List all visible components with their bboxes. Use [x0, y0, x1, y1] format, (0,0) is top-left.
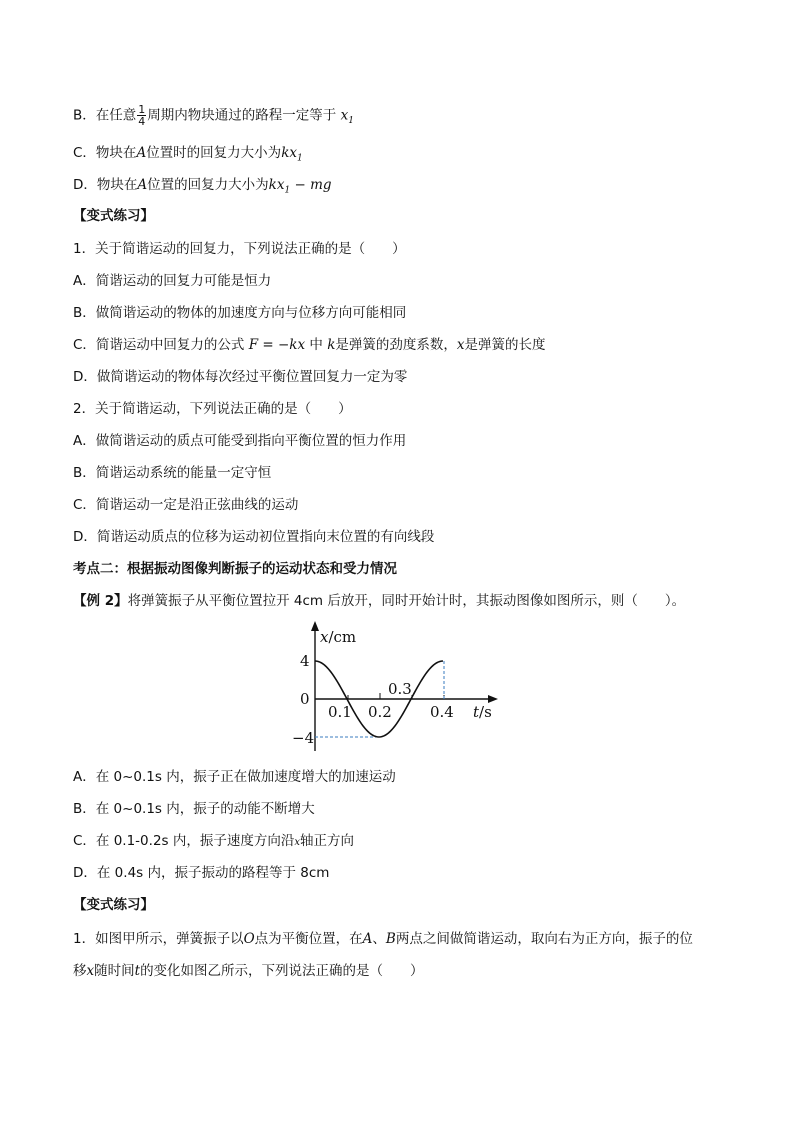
example-2-option-b: B．在 0~0.1s 内，振子的动能不断增大 — [73, 801, 315, 817]
var-kx: kx — [268, 177, 285, 193]
x-axis-label: t/s — [473, 703, 492, 721]
example-tag: 【例 2】 — [73, 593, 128, 609]
question-2-option-d: D．简谐运动质点的位移为运动初位置指向末位置的有向线段 — [73, 529, 435, 545]
section-heading-practice: 【变式练习】 — [73, 208, 154, 224]
option-b-text: B．在任意 — [73, 107, 137, 124]
x-tick-label-0.1: 0.1 — [328, 703, 352, 721]
x-tick-label-0.3: 0.3 — [388, 680, 412, 698]
option-c: C．物块在A位置时的回复力大小为$kx_1$ — [73, 145, 303, 164]
y-axis-label: x/cm — [320, 628, 357, 646]
formula: F = −kx — [248, 337, 306, 353]
y-tick-0: 0 — [300, 690, 310, 708]
example-2: 【例 2】将弹簧振子从平衡位置拉开 4cm 后放开，同时开始计时，其振动图像如图所示，则（ ）。 — [73, 593, 686, 609]
y-tick-neg4: −4 — [292, 729, 315, 747]
section-heading-practice-2: 【变式练习】 — [73, 897, 154, 913]
var-a: A — [137, 177, 148, 193]
x-axis-arrow — [488, 695, 498, 703]
question-2-option-a: A．做简谐运动的质点可能受到指向平衡位置的恒力作用 — [73, 433, 407, 449]
var-kx: kx — [281, 145, 297, 161]
question-1-option-b: B．做简谐运动的物体的加速度方向与位移方向可能相同 — [73, 305, 407, 321]
question-1-option-d: D．做简谐运动的物体每次经过平衡位置回复力一定为零 — [73, 369, 408, 385]
question-2-stem: 2．关于简谐运动，下列说法正确的是（ ） — [73, 401, 352, 417]
option-b-text-2: 周期内物块通过的路程一定等于 — [147, 107, 337, 124]
example-2-option-d: D．在 0.4s 内，振子振动的路程等于 8cm — [73, 865, 330, 881]
example-2-option-c: C．在 0.1-0.2s 内，振子速度方向沿x轴正方向 — [73, 833, 354, 849]
option-b: B．在任意 $\frac{1}{4}$ 周期内物块通过的路程一定等于 $x_1$ — [73, 103, 354, 128]
question-1-option-a: A．简谐运动的回复力可能是恒力 — [73, 273, 272, 289]
question-1-option-c: C．简谐运动中回复力的公式 F = −kx 中 k是弹簧的劲度系数，x是弹簧的长度 — [73, 337, 546, 353]
question-3-line-1: 1．如图甲所示，弹簧振子以O点为平衡位置，在A、B两点之间做简谐运动，取向右为正方向，振子的位 — [73, 931, 693, 947]
kaodian-heading: 考点二：根据振动图像判断振子的运动状态和受力情况 — [73, 561, 397, 577]
x-tick-label-0.4: 0.4 — [430, 703, 454, 721]
vibration-graph — [290, 616, 510, 756]
question-2-option-b: B．简谐运动系统的能量一定守恒 — [73, 465, 272, 481]
y-tick-4: 4 — [300, 652, 310, 670]
option-d: D．物块在A位置的回复力大小为$kx_1$ − mg — [73, 177, 332, 196]
y-axis-arrow — [311, 621, 319, 631]
var-x: x — [340, 107, 349, 124]
x-tick-label-0.2: 0.2 — [368, 703, 392, 721]
question-1-stem: 1．关于简谐运动的回复力，下列说法正确的是（ ） — [73, 241, 406, 257]
example-2-option-a: A．在 0~0.1s 内，振子正在做加速度增大的加速运动 — [73, 769, 396, 785]
fraction-quarter: $\frac{1}{4}$ — [138, 103, 146, 128]
question-3-line-2: 移x随时间t的变化如图乙所示，下列说法正确的是（ ） — [73, 963, 424, 979]
var-a: A — [136, 145, 147, 161]
question-2-option-c: C．简谐运动一定是沿正弦曲线的运动 — [73, 497, 299, 513]
